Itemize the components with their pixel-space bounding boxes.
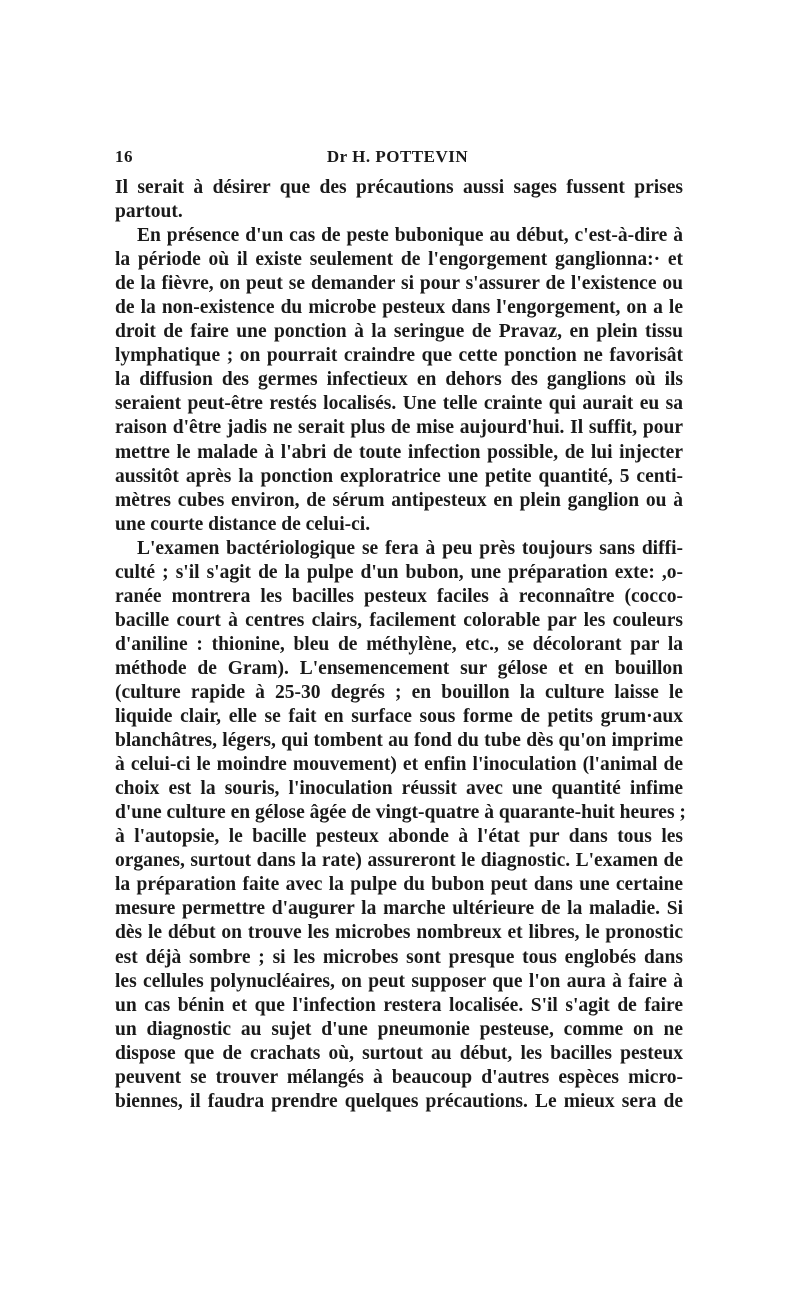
text-line: En présence d'un cas de peste bubonique au début, c'est-à-dire à: [137, 225, 683, 247]
page-number: 16: [115, 147, 133, 166]
text-line: droit de faire une ponction à la seringue de Pravaz, en plein tissu: [115, 321, 683, 343]
text-line: mètres cubes environ, de sérum antipesteux en plein ganglion ou à: [115, 489, 683, 511]
text-line: (culture rapide à 25-30 degrés ; en bouillon la culture laisse le: [115, 681, 683, 703]
text-line: aussitôt après la ponction exploratrice une petite quantité, 5 centi-: [115, 465, 683, 487]
text-line: culté ; s'il s'agit de la pulpe d'un bubon, une préparation exte: ,o-: [115, 561, 683, 583]
text-line: raison d'être jadis ne serait plus de mise aujourd'hui. Il suffit, pour: [115, 417, 683, 439]
text-line: peuvent se trouver mélangés à beaucoup d'autres espèces micro-: [115, 1066, 683, 1088]
text-line: choix est la souris, l'inoculation réussit avec une quantité infime: [115, 778, 683, 800]
text-line: de la fièvre, on peut se demander si pour s'assurer de l'existence ou: [115, 273, 683, 295]
text-line: à l'autopsie, le bacille pesteux abonde à l'état pur dans tous les: [115, 826, 683, 848]
body-text: [115, 176, 686, 1114]
text-line: d'aniline : thionine, bleu de méthylène, etc., se décolorant par la: [115, 633, 683, 655]
text-line: mettre le malade à l'abri de toute infection possible, de lui injecter: [115, 441, 683, 463]
text-line: liquide clair, elle se fait en surface sous forme de petits grum·aux: [115, 706, 683, 728]
text-line: la diffusion des germes infectieux en dehors des ganglions où ils: [115, 369, 683, 391]
text-line: seraient peut-être restés localisés. Une telle crainte qui aurait eu sa: [115, 393, 683, 415]
text-line: de la non-existence du microbe pesteux dans l'engorgement, on a le: [115, 297, 683, 319]
text-line: bacille court à centres clairs, facilement colorable par les couleurs: [115, 609, 683, 631]
text-line: Il serait à désirer que des précautions aussi sages fussent prises: [115, 177, 683, 198]
text-line: à celui-ci le moindre mouvement) et enfin l'inoculation (l'animal de: [115, 754, 683, 776]
text-line: un diagnostic au sujet d'une pneumonie pesteuse, comme on ne: [115, 1018, 683, 1040]
text-line: L'examen bactériologique se fera à peu près toujours sans diffi-: [137, 537, 683, 559]
page-header: [115, 143, 680, 173]
text-line: la préparation faite avec la pulpe du bubon peut dans une certaine: [115, 874, 683, 896]
text-line: blanchâtres, légers, qui tombent au fond du tube dès qu'on imprime: [115, 730, 683, 752]
text-line: est déjà sombre ; si les microbes sont presque tous englobés dans: [115, 946, 683, 968]
text-line: biennes, il faudra prendre quelques précautions. Le mieux sera de: [115, 1090, 683, 1112]
text-line: lymphatique ; on pourrait craindre que cette ponction ne favorisât: [115, 345, 683, 367]
text-line: d'une culture en gélose âgée de vingt-quatre à quarante-huit heures ;: [115, 802, 686, 824]
text-line: la période où il existe seulement de l'engorgement ganglionna:· et: [115, 249, 683, 271]
text-line: dispose que de crachats où, surtout au début, les bacilles pesteux: [115, 1042, 683, 1064]
text-line: un cas bénin et que l'infection restera localisée. S'il s'agit de faire: [115, 994, 683, 1016]
text-line: méthode de Gram). L'ensemencement sur gélose et en bouillon: [115, 657, 683, 679]
text-line: les cellules polynucléaires, on peut supposer que l'on aura à faire à: [115, 970, 683, 992]
text-line: dès le début on trouve les microbes nombreux et libres, le pronostic: [115, 922, 683, 944]
text-line: mesure permettre d'augurer la marche ultérieure de la maladie. Si: [115, 898, 683, 920]
text-line: partout.: [115, 201, 183, 223]
text-line: ranée montrera les bacilles pesteux faciles à reconnaître (cocco-: [115, 585, 683, 607]
text-line: organes, surtout dans la rate) assureront le diagnostic. L'examen de: [115, 850, 683, 872]
running-head-author: Dr H. POTTEVIN: [326, 147, 469, 166]
text-line: une courte distance de celui-ci.: [115, 513, 371, 535]
